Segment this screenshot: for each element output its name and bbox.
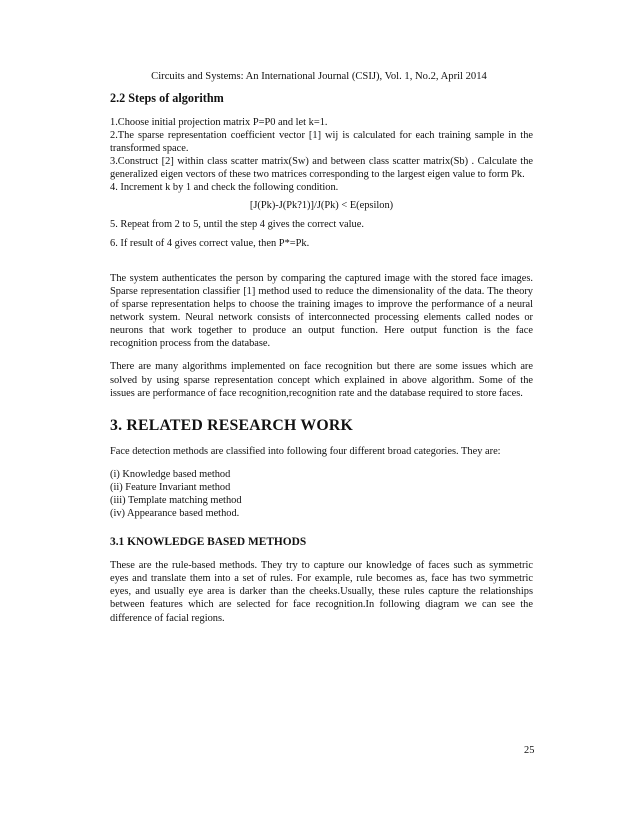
algorithm-step-6: 6. If result of 4 gives correct value, then P*=Pk. [110, 237, 310, 249]
section-3-heading: 3. RELATED RESEARCH WORK [110, 416, 353, 434]
method-item-template: (iii) Template matching method [110, 494, 242, 506]
algorithm-step-5: 5. Repeat from 2 to 5, until the step 4 gives the correct value. [110, 218, 364, 230]
page-number: 25 [524, 745, 535, 756]
section-3-1-heading: 3.1 KNOWLEDGE BASED METHODS [110, 536, 307, 549]
method-category-list [110, 468, 533, 520]
section-2-2-heading: 2.2 Steps of algorithm [110, 91, 224, 105]
running-header: Circuits and Systems: An International Journal (CSIJ), Vol. 1, No.2, April 2014 [151, 71, 487, 82]
method-item-appearance: (iv) Appearance based method. [110, 508, 240, 520]
section-3-intro: Face detection methods are classified into following four different broad categories. They are: [110, 445, 501, 457]
convergence-formula: [J(Pk)-J(Pk?1)]/J(Pk) < E(epsilon) [249, 199, 394, 211]
paragraph-system-authentication: The system authenticates the person by comparing the captured image with the stored face images. Sparse representation classifier [1] method used to reduce the dimensionality of the data. The theory of sparse representation helps to choose the training images to improve the performance of a neural network system. Neural network consists of interconnected processing elements called nodes or neurons that work together to produce an output function. Here output function is the face recognition process from the database. [110, 272, 533, 350]
algorithm-step-2: 2.The sparse representation coefficient vector [1] wij is calculated for each training sample in the transformed space. [110, 130, 533, 155]
algorithm-step-4: 4. Increment k by 1 and check the following condition. [110, 182, 339, 194]
method-item-knowledge: (i) Knowledge based method [110, 468, 231, 480]
method-item-feature: (ii) Feature Invariant method [110, 481, 231, 493]
page-content [110, 91, 533, 625]
paragraph-knowledge-based: These are the rule-based methods. They try to capture our knowledge of faces such as symmetric eyes and translate them into a set of rules. For example, rule becomes as, face has two symmetric eyes, and usually eye area is darker than the cheeks.Usually, these rules capture the relationships between features which are selected for face recognition.In following diagram we can see the difference of facial regions. [110, 560, 533, 624]
algorithm-step-1: 1.Choose initial projection matrix P=P0 and let k=1. [110, 117, 328, 128]
paragraph-algorithm-issues: There are many algorithms implemented on face recognition but there are some issues which are solved by using sparse representation concept which explained in above algorithm. Some of the issues are performance of face recognition,recognition rate and the database required to store faces. [110, 361, 533, 399]
algorithm-step-3: 3.Construct [2] within class scatter matrix(Sw) and between class scatter matrix(Sb) . Calculate the generalized eigen vectors of these two matrices corresponding to the largest eigen value to form Pk. [110, 156, 533, 181]
